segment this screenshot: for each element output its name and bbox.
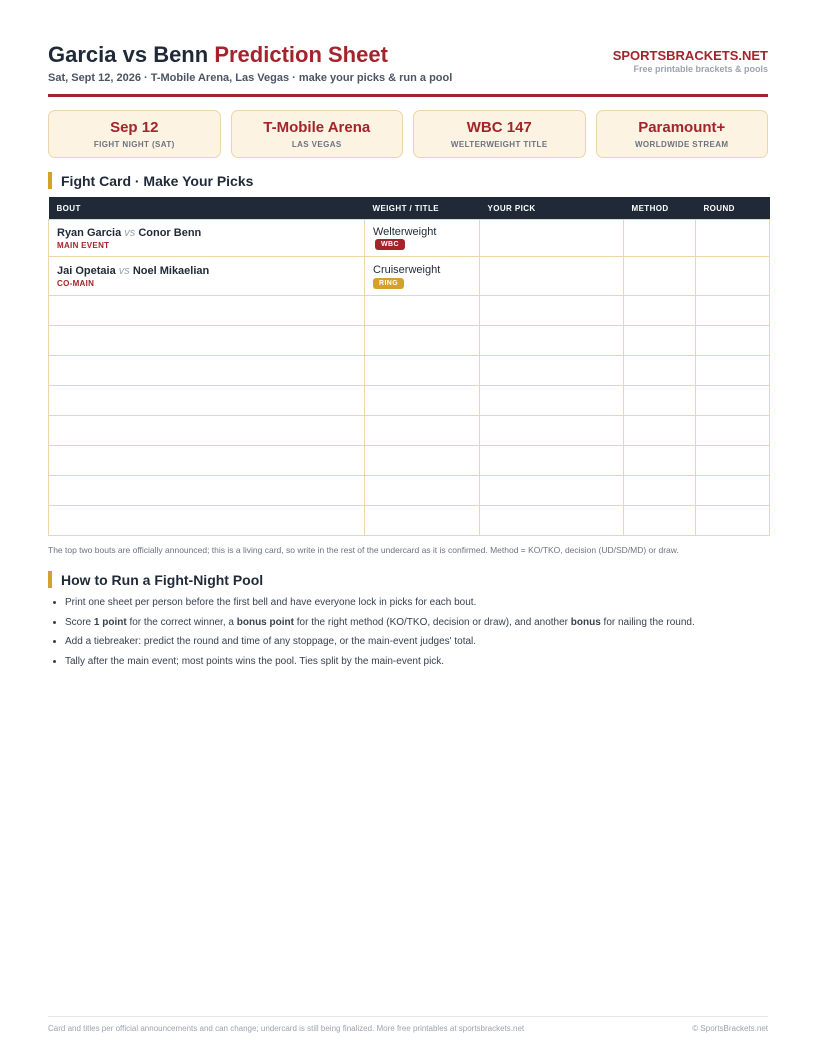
fight-card-table	[48, 197, 770, 536]
weight-cell[interactable]	[365, 506, 480, 536]
column-header-bout: BOUT	[49, 197, 365, 220]
weight-cell[interactable]	[365, 326, 480, 356]
card-value: Sep 12	[110, 119, 159, 136]
title-main: Garcia vs Benn	[48, 42, 209, 67]
column-header-weight: WEIGHT / TITLE	[365, 197, 480, 220]
list-item: • Tally after the main event; most points wins the pool. Ties split by the main-event pick.	[65, 655, 768, 669]
method-cell[interactable]	[624, 386, 696, 416]
bout-tag: MAIN EVENT	[57, 240, 110, 250]
bout-cell[interactable]	[49, 296, 365, 326]
bout-cell[interactable]	[49, 446, 365, 476]
list-item: • Print one sheet per person before the first bell and have everyone lock in picks for each bout.	[65, 596, 768, 610]
section-accent-bar	[48, 172, 52, 189]
round-cell[interactable]	[696, 446, 770, 476]
page-title	[48, 42, 452, 68]
pick-cell[interactable]	[480, 506, 624, 536]
pick-cell[interactable]	[480, 386, 624, 416]
column-header-round: ROUND	[696, 197, 770, 220]
footer	[48, 1016, 768, 1033]
bout-cell[interactable]	[49, 386, 365, 416]
bout-cell[interactable]	[49, 356, 365, 386]
column-header-pick: YOUR PICK	[480, 197, 624, 220]
fight-card-heading	[48, 172, 768, 189]
round-cell[interactable]	[696, 416, 770, 446]
method-cell[interactable]	[624, 257, 696, 296]
vs-label: vs	[118, 264, 130, 277]
weight-cell[interactable]	[365, 476, 480, 506]
bout-cell[interactable]	[49, 476, 365, 506]
pick-cell[interactable]	[480, 257, 624, 296]
bout-matchup	[57, 227, 356, 239]
section-title: Fight Card · Make Your Picks	[61, 172, 254, 189]
weight-class: Welterweight	[373, 226, 437, 238]
card-label: WELTERWEIGHT TITLE	[450, 140, 548, 149]
round-cell[interactable]	[696, 506, 770, 536]
pick-cell[interactable]	[480, 476, 624, 506]
weight-cell	[365, 257, 480, 296]
weight-class: Cruiserweight	[373, 263, 441, 276]
footer-copyright: © SportsBrackets.net	[692, 1024, 768, 1033]
bout-tag: CO-MAIN	[57, 278, 95, 288]
bout-cell	[49, 220, 365, 257]
info-card-venue	[231, 110, 404, 158]
method-cell[interactable]	[624, 326, 696, 356]
round-cell[interactable]	[696, 356, 770, 386]
vs-label: vs	[124, 226, 136, 239]
info-cards	[48, 110, 768, 158]
title-badge: RING	[373, 278, 404, 289]
weight-cell[interactable]	[365, 386, 480, 416]
brand-block	[613, 40, 768, 74]
method-cell[interactable]	[624, 296, 696, 326]
table-row-blank	[49, 416, 770, 446]
brand-tagline: Free printable brackets & pools	[633, 64, 768, 74]
card-label: FIGHT NIGHT (SAT)	[93, 140, 175, 149]
page-subtitle: Sat, Sept 12, 2026 · T-Mobile Arena, Las Vegas · make your picks & run a pool	[48, 72, 453, 84]
table-row	[49, 220, 770, 257]
rule-text: for the right method (KO/TKO, decision or draw), and another	[293, 616, 571, 628]
header-divider	[48, 94, 768, 97]
column-header-method: METHOD	[624, 197, 696, 220]
rule-text: for nailing the round.	[600, 616, 695, 628]
prediction-sheet	[48, 40, 768, 674]
fighter-b: Conor Benn	[138, 226, 202, 239]
rule-text: Score	[65, 616, 94, 628]
card-value: T-Mobile Arena	[263, 119, 371, 136]
round-cell[interactable]	[696, 326, 770, 356]
round-cell[interactable]	[696, 257, 770, 296]
fighter-a: Jai Opetaia	[57, 264, 116, 277]
round-cell[interactable]	[696, 296, 770, 326]
round-cell[interactable]	[696, 386, 770, 416]
card-label: LAS VEGAS	[291, 140, 342, 149]
pick-cell[interactable]	[480, 446, 624, 476]
weight-cell	[365, 220, 480, 257]
round-cell[interactable]	[696, 220, 770, 257]
bout-matchup	[57, 265, 356, 277]
fighter-b: Noel Mikaelian	[132, 264, 210, 277]
round-cell[interactable]	[696, 476, 770, 506]
header	[48, 40, 768, 84]
card-value: WBC 147	[466, 119, 532, 136]
weight-cell[interactable]	[365, 446, 480, 476]
pool-heading	[48, 571, 768, 588]
table-row	[49, 257, 770, 296]
table-row-blank	[49, 506, 770, 536]
method-cell[interactable]	[624, 506, 696, 536]
section-accent-bar	[48, 571, 52, 588]
list-item	[65, 616, 768, 630]
bout-cell[interactable]	[49, 326, 365, 356]
title-badge: WBC	[375, 239, 405, 250]
bout-cell[interactable]	[49, 506, 365, 536]
weight-cell[interactable]	[365, 296, 480, 326]
fight-card-note: The top two bouts are officially announced; this is a living card, so write in the rest of the undercard as it is confirmed. Method = KO/TKO, decision (UD/SD/MD) or draw.	[48, 545, 679, 555]
info-card-date	[48, 110, 221, 158]
table-row-blank	[49, 356, 770, 386]
pool-rules-list	[48, 596, 768, 669]
pick-cell[interactable]	[480, 296, 624, 326]
weight-cell[interactable]	[365, 356, 480, 386]
rule-emphasis: 1 point	[93, 616, 127, 628]
table-row-blank	[49, 326, 770, 356]
info-card-stream	[596, 110, 769, 158]
method-cell[interactable]	[624, 476, 696, 506]
list-item: • Add a tiebreaker: predict the round and time of any stoppage, or the main-event judges' total.	[65, 635, 768, 649]
title-block	[48, 40, 452, 84]
weight-cell[interactable]	[365, 416, 480, 446]
table-header-row	[49, 197, 770, 220]
rule-emphasis: bonus	[570, 616, 601, 628]
footer-disclaimer: Card and titles per official announcements and can change; undercard is still being finalized. More free printables at sportsbrackets.net	[48, 1024, 525, 1033]
method-cell[interactable]	[624, 356, 696, 386]
brand-name: SPORTSBRACKETS.NET	[612, 48, 768, 63]
method-cell[interactable]	[624, 220, 696, 257]
title-accent: Prediction Sheet	[214, 42, 388, 67]
table-row-blank	[49, 476, 770, 506]
method-cell[interactable]	[624, 416, 696, 446]
bout-cell	[49, 257, 365, 296]
card-value: Paramount+	[638, 119, 726, 136]
section-title: How to Run a Fight-Night Pool	[61, 571, 264, 588]
fighter-a: Ryan Garcia	[57, 226, 122, 239]
bout-cell[interactable]	[49, 416, 365, 446]
pick-cell[interactable]	[480, 416, 624, 446]
table-row-blank	[49, 446, 770, 476]
pick-cell[interactable]	[480, 220, 624, 257]
table-row-blank	[49, 296, 770, 326]
info-card-title	[413, 110, 586, 158]
pick-cell[interactable]	[480, 326, 624, 356]
card-label: WORLDWIDE STREAM	[634, 140, 729, 149]
table-row-blank	[49, 386, 770, 416]
method-cell[interactable]	[624, 446, 696, 476]
rule-text: for the correct winner, a	[126, 616, 237, 628]
pick-cell[interactable]	[480, 356, 624, 386]
rule-emphasis: bonus point	[236, 616, 294, 628]
